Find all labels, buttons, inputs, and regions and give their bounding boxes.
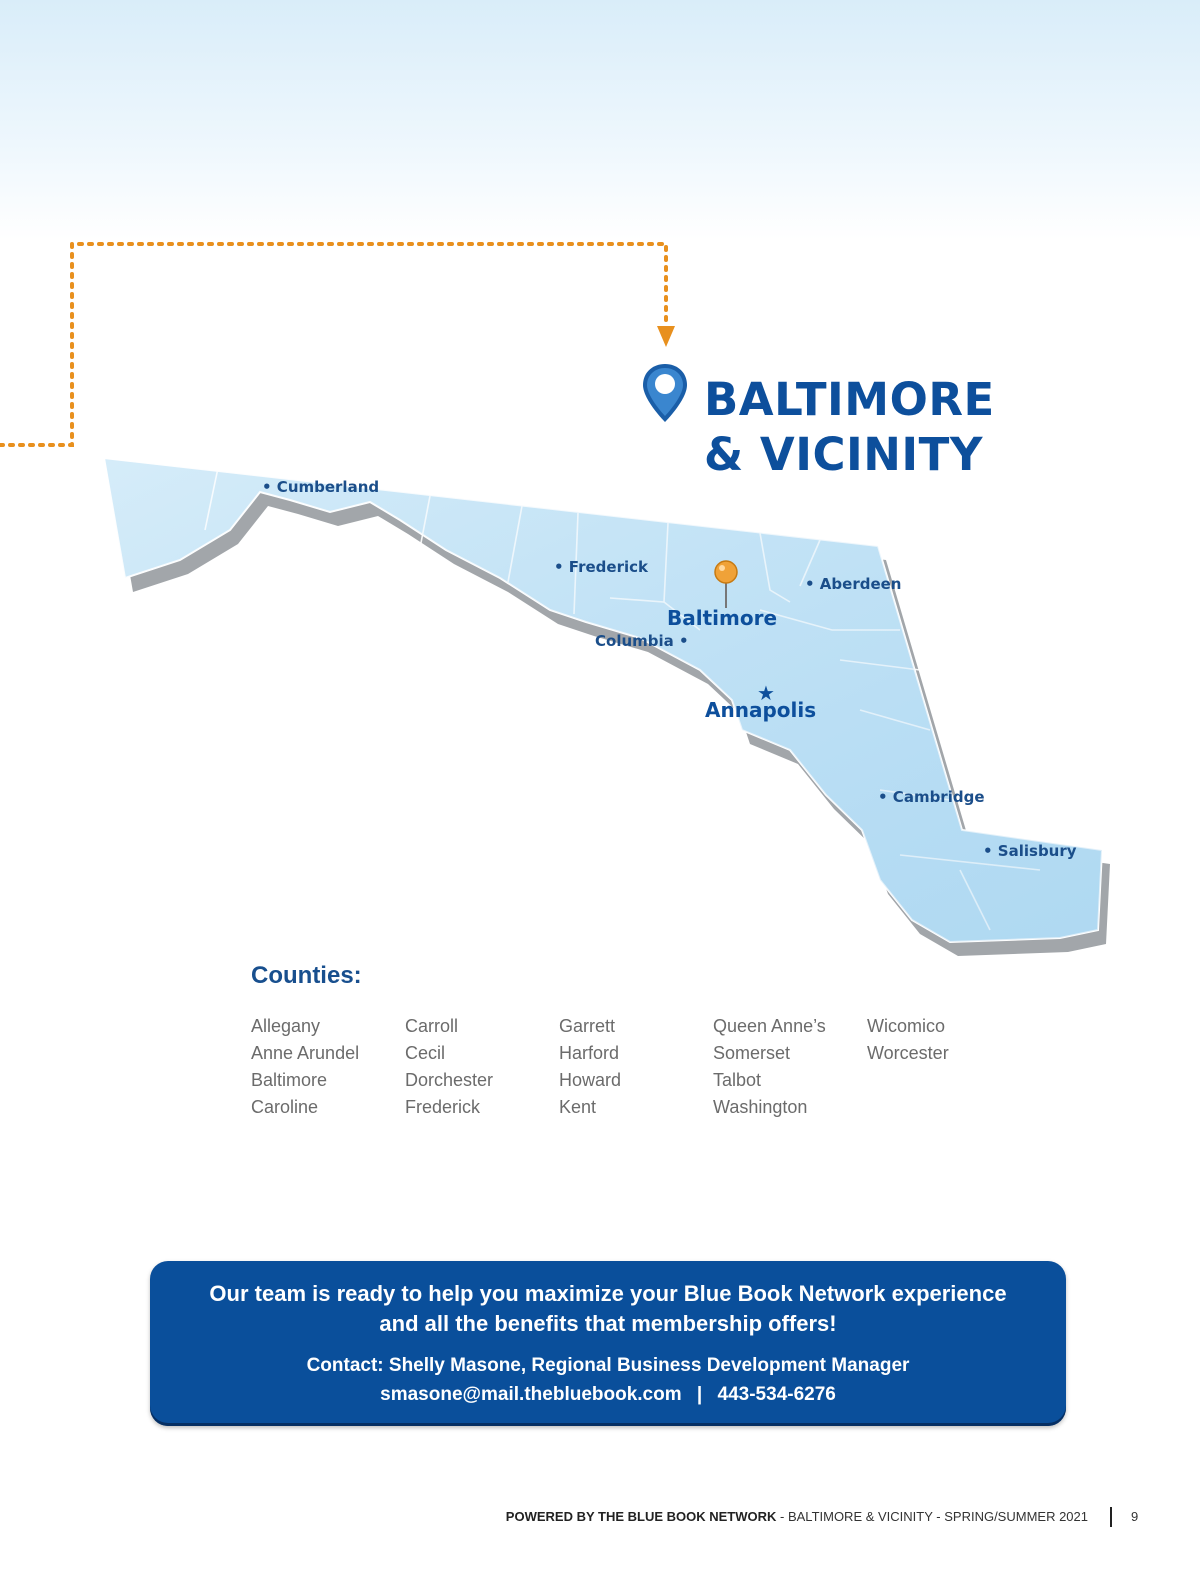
page-footer <box>0 1507 1200 1527</box>
footer-edition: - BALTIMORE & VICINITY - SPRING/SUMMER 2021 <box>776 1509 1088 1524</box>
contact-email-link[interactable]: smasone@mail.thebluebook.com <box>380 1384 682 1405</box>
county-item: Garrett <box>559 1016 616 1036</box>
city-cambridge: • Cambridge <box>878 788 985 806</box>
counties-list <box>251 1016 1021 1124</box>
county-item: Allegany <box>251 1016 321 1036</box>
city-columbia: Columbia • <box>595 632 689 650</box>
county-item: Queen Anne’s <box>713 1016 826 1036</box>
counties-heading: Counties: <box>251 962 362 989</box>
banner-message-line2: and all the benefits that membership offers! <box>379 1311 837 1336</box>
city-annapolis: Annapolis <box>705 698 817 722</box>
footer-divider <box>1110 1507 1112 1527</box>
banner-contact <box>150 1351 1066 1409</box>
city-cumberland: • Cumberland <box>262 478 380 496</box>
county-item: Frederick <box>405 1097 481 1117</box>
contact-separator: | <box>696 1384 703 1405</box>
county-item: Caroline <box>251 1097 319 1117</box>
map-shade <box>104 458 1102 942</box>
contact-name: Contact: Shelly Masone, Regional Business Development Manager <box>306 1355 910 1376</box>
city-salisbury: • Salisbury <box>983 842 1077 860</box>
page-number: 9 <box>1131 1509 1139 1524</box>
contact-phone-link[interactable]: 443-534-6276 <box>717 1384 836 1405</box>
footer-brand: POWERED BY THE BLUE BOOK NETWORK <box>505 1509 777 1524</box>
banner-message <box>150 1279 1066 1339</box>
location-pin-icon <box>640 362 690 424</box>
county-item: Cecil <box>405 1043 446 1063</box>
dotted-connector <box>0 244 666 445</box>
footer-text <box>506 1509 1088 1524</box>
city-baltimore: Baltimore <box>667 606 778 630</box>
county-item: Howard <box>559 1070 622 1090</box>
county-item: Somerset <box>713 1043 791 1063</box>
county-item: Harford <box>559 1043 620 1063</box>
county-item: Baltimore <box>251 1070 328 1090</box>
county-item: Kent <box>559 1097 597 1117</box>
sky-gradient-header <box>0 0 1200 240</box>
maryland-map <box>0 230 1200 980</box>
region-title-line2: & VICINITY <box>704 428 983 481</box>
connector-arrow-icon <box>657 326 675 347</box>
region-title-line1: BALTIMORE <box>704 373 995 426</box>
county-item: Wicomico <box>867 1016 946 1036</box>
county-item: Worcester <box>867 1043 949 1063</box>
region-title <box>704 372 995 482</box>
county-item: Dorchester <box>405 1070 494 1090</box>
county-item: Anne Arundel <box>251 1043 360 1063</box>
map-pin-icon <box>715 561 737 583</box>
contact-details <box>150 1380 1066 1409</box>
city-frederick: • Frederick <box>554 558 648 576</box>
contact-banner <box>150 1261 1066 1426</box>
city-aberdeen: • Aberdeen <box>805 575 902 593</box>
county-item: Carroll <box>405 1016 459 1036</box>
capital-star-icon: ★ <box>757 681 775 705</box>
banner-message-line1: Our team is ready to help you maximize your Blue Book Network experience <box>209 1281 1007 1306</box>
county-item: Washington <box>713 1097 808 1117</box>
county-item: Talbot <box>713 1070 762 1090</box>
